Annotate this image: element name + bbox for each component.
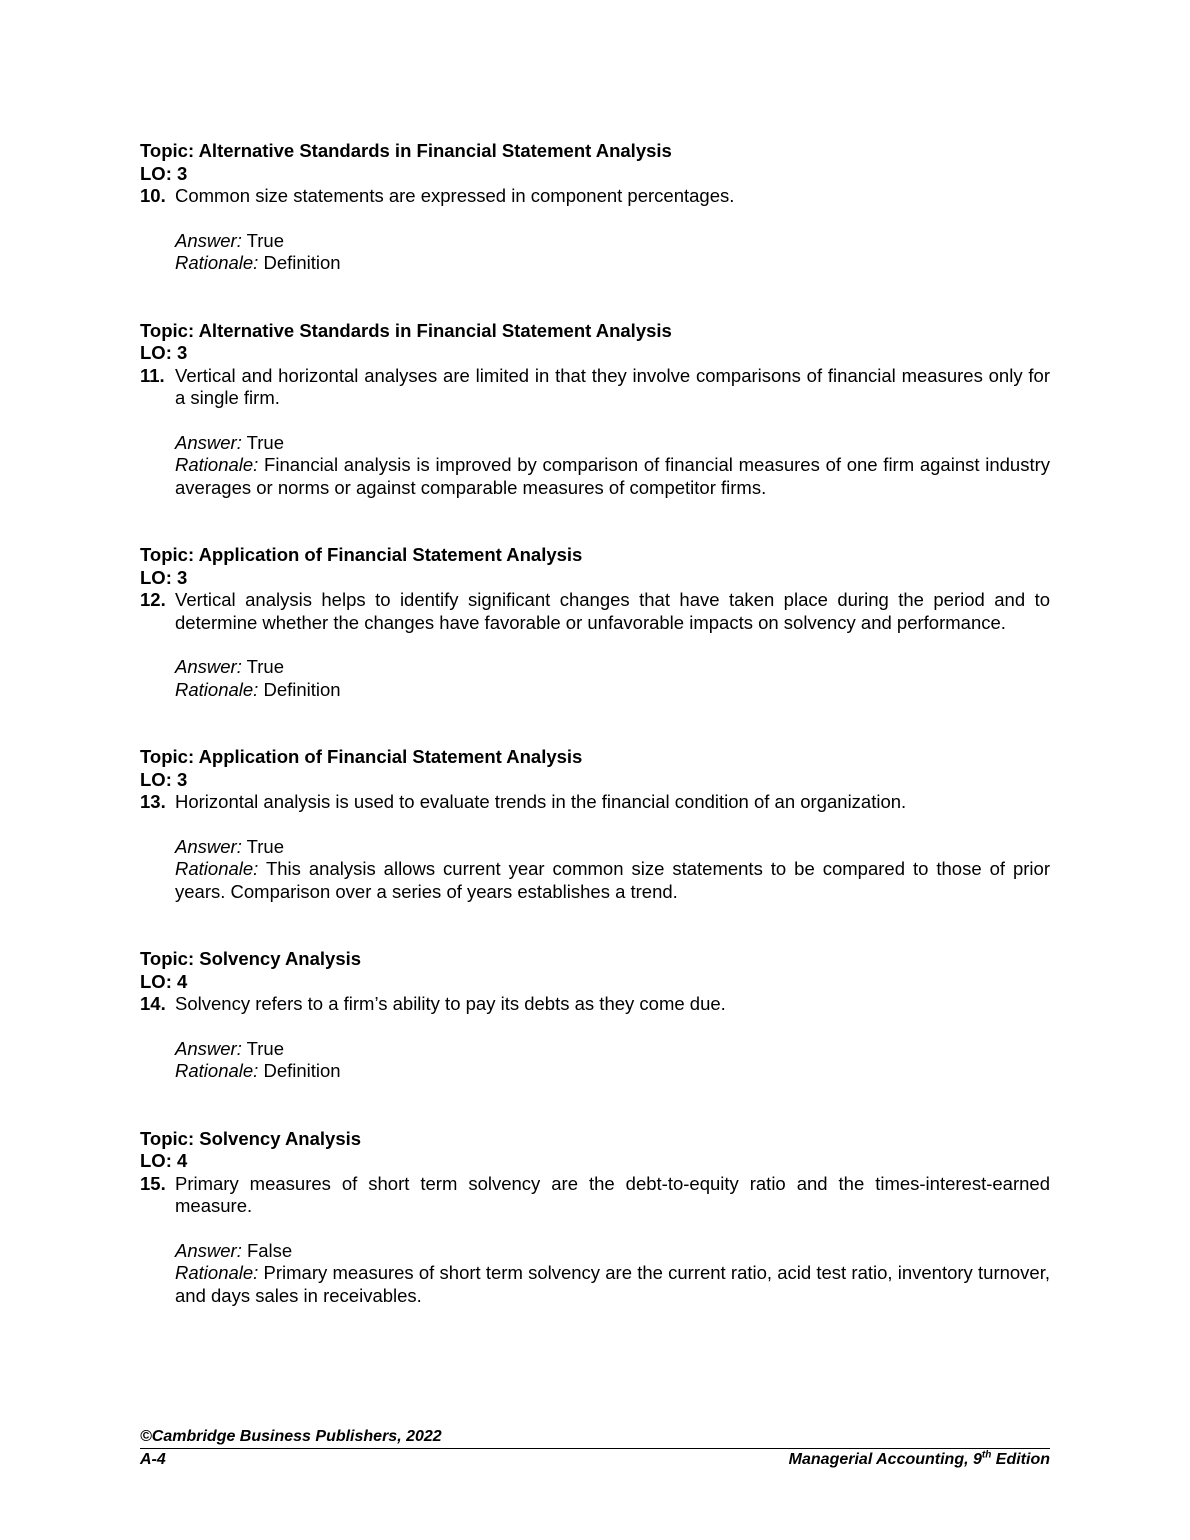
answer-label: Answer: [175, 1239, 242, 1261]
book-title-text: Managerial Accounting, 9 [788, 1451, 982, 1468]
rationale-line [175, 679, 1050, 702]
question-number: 15. [140, 1172, 166, 1194]
question-text: Vertical analysis helps to identify significant changes that have taken place during the period and to determine whether the changes have favorable or unfavorable impacts on solvency and performance. [175, 589, 1050, 633]
question-row [140, 1173, 1050, 1218]
copyright-notice: ©Cambridge Business Publishers, 2022 [140, 1428, 442, 1445]
answer-section [175, 1038, 1050, 1083]
answer-label: Answer: [175, 229, 242, 251]
question-text: Solvency refers to a firm’s ability to pay its debts as they come due. [175, 993, 726, 1014]
answer-value: False [246, 1239, 293, 1261]
rationale-label: Rationale: [175, 1262, 259, 1283]
question-number: 12. [140, 589, 166, 610]
rationale-label: Rationale: [175, 1060, 259, 1081]
question-text: Horizontal analysis is used to evaluate trends in the financial condition of an organization. [175, 791, 907, 812]
rationale-text: Definition [263, 252, 341, 273]
topic-heading: Topic: Application of Financial Statement Analysis [140, 746, 583, 767]
answer-line [175, 1038, 1050, 1061]
rationale-line [175, 1060, 1050, 1083]
topic-heading: Topic: Application of Financial Statement Analysis [140, 544, 583, 565]
answer-line [175, 432, 1050, 455]
question-number: 13. [140, 791, 166, 812]
footer-row [140, 1451, 1050, 1469]
question-row [140, 185, 1050, 208]
answer-value: True [246, 835, 284, 857]
question-text: Vertical and horizontal analyses are limited in that they involve comparisons of financial measures only for a single firm. [175, 364, 1050, 408]
learning-objective: LO: 3 [140, 342, 188, 363]
learning-objective: LO: 3 [140, 768, 188, 790]
question-11 [140, 320, 1050, 500]
question-10 [140, 140, 1050, 275]
answer-section [175, 432, 1050, 500]
page-footer [140, 1428, 1050, 1469]
rationale-text: Definition [263, 1060, 341, 1081]
page-number: A-4 [140, 1451, 166, 1468]
question-15 [140, 1128, 1050, 1308]
footer-divider [140, 1448, 1050, 1449]
rationale-label: Rationale: [175, 454, 259, 475]
question-text: Primary measures of short term solvency are the debt-to-equity ratio and the times-interest-earned measure. [175, 1172, 1050, 1216]
rationale-line [175, 1262, 1050, 1307]
edition-superscript: th [981, 1449, 992, 1461]
answer-label: Answer: [175, 431, 242, 453]
answer-line [175, 656, 1050, 679]
question-row [140, 791, 1050, 814]
topic-heading: Topic: Alternative Standards in Financial Statement Analysis [140, 140, 672, 161]
learning-objective: LO: 4 [140, 970, 188, 992]
learning-objective: LO: 4 [140, 1150, 188, 1171]
answer-section [175, 230, 1050, 275]
answer-line [175, 836, 1050, 859]
answer-label: Answer: [175, 1037, 242, 1059]
answer-value: True [246, 229, 284, 251]
answer-label: Answer: [175, 656, 242, 677]
answer-value: True [246, 656, 284, 677]
question-12 [140, 544, 1050, 701]
learning-objective: LO: 3 [140, 162, 188, 184]
answer-section [175, 656, 1050, 701]
question-text: Common size statements are expressed in component percentages. [175, 185, 735, 206]
question-14 [140, 948, 1050, 1083]
question-row [140, 365, 1050, 410]
rationale-label: Rationale: [175, 678, 259, 700]
rationale-text: This analysis allows current year common size statements to be compared to those of prior years. Comparison over a series of years establishes a trend. [175, 858, 1050, 902]
question-row [140, 589, 1050, 634]
topic-heading: Topic: Alternative Standards in Financial Statement Analysis [140, 319, 672, 341]
rationale-line [175, 252, 1050, 275]
rationale-text: Financial analysis is improved by comparison of financial measures of one firm against industry averages or norms or against comparable measures of competitor firms. [175, 454, 1051, 498]
question-13 [140, 746, 1050, 903]
topic-heading: Topic: Solvency Analysis [140, 1127, 362, 1149]
question-number: 11. [140, 364, 165, 386]
question-row [140, 993, 1050, 1016]
answer-value: True [246, 431, 284, 453]
topic-heading: Topic: Solvency Analysis [140, 948, 362, 969]
rationale-line [175, 454, 1050, 499]
answer-value: True [246, 1037, 284, 1059]
question-number: 10. [140, 185, 166, 206]
rationale-label: Rationale: [175, 252, 259, 273]
book-title [789, 1451, 1050, 1469]
answer-section [175, 1240, 1050, 1308]
question-number: 14. [140, 993, 166, 1014]
rationale-text: Definition [263, 678, 341, 700]
rationale-line [175, 858, 1050, 903]
edition-word: Edition [991, 1451, 1050, 1468]
answer-section [175, 836, 1050, 904]
learning-objective: LO: 3 [140, 566, 188, 588]
page-content [140, 140, 1050, 1307]
answer-label: Answer: [175, 835, 242, 857]
answer-line [175, 1240, 1050, 1263]
rationale-text: Primary measures of short term solvency are the current ratio, acid test ratio, inventory turnover, and days sales in receivables. [175, 1262, 1051, 1306]
answer-line [175, 230, 1050, 253]
rationale-label: Rationale: [175, 858, 259, 879]
